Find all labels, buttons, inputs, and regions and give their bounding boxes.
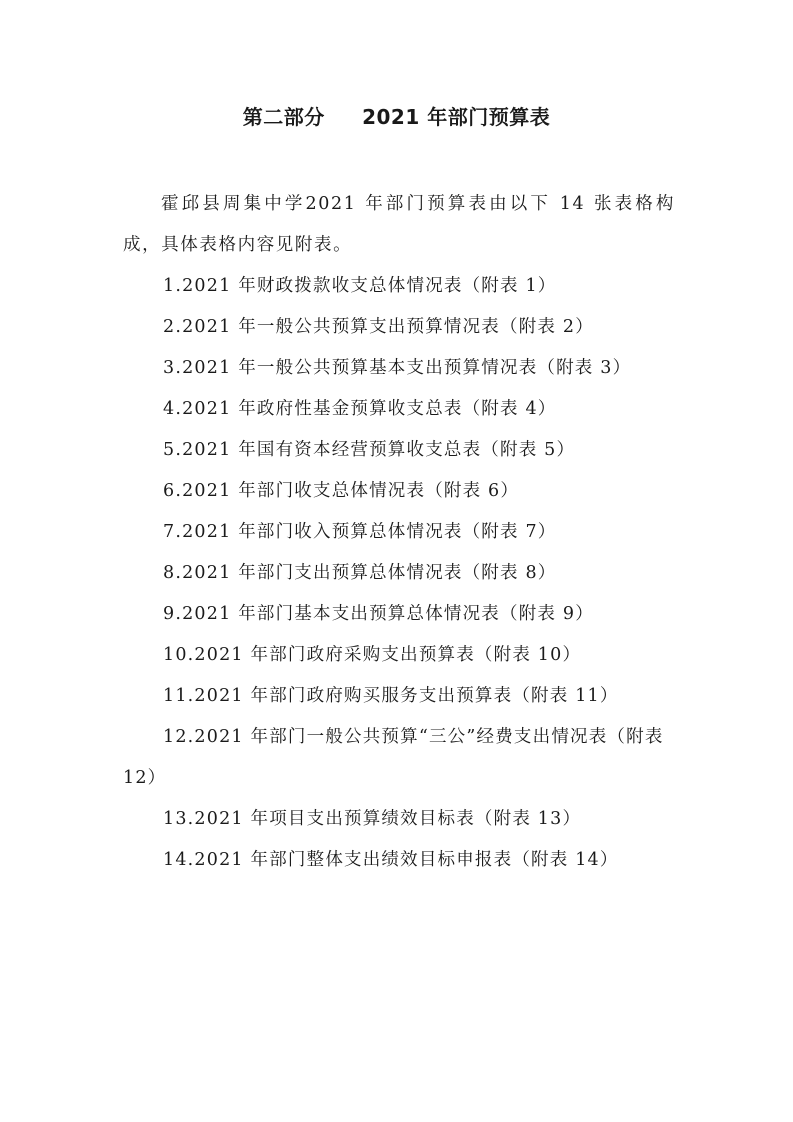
list-item: 3.2021 年一般公共预算基本支出预算情况表（附表 3） bbox=[163, 358, 632, 378]
intro-paragraph: 霍邱县周集中学2021 年部门预算表由以下 14 张表格构成，具体表格内容见附表。 bbox=[123, 194, 675, 255]
list-item: 8.2021 年部门支出预算总体情况表（附表 8） bbox=[163, 563, 557, 583]
list-item: 14.2021 年部门整体支出绩效目标申报表（附表 14） bbox=[163, 850, 619, 870]
list-item: 1.2021 年财政拨款收支总体情况表（附表 1） bbox=[163, 276, 557, 296]
list-item: 11.2021 年部门政府购买服务支出预算表（附表 11） bbox=[163, 686, 619, 706]
list-item: 2.2021 年一般公共预算支出预算情况表（附表 2） bbox=[163, 317, 594, 337]
list-item: 6.2021 年部门收支总体情况表（附表 6） bbox=[163, 481, 520, 501]
list-item: 4.2021 年政府性基金预算收支总表（附表 4） bbox=[163, 399, 557, 419]
list-item: 13.2021 年项目支出预算绩效目标表（附表 13） bbox=[163, 809, 582, 829]
list-item: 5.2021 年国有资本经营预算收支总表（附表 5） bbox=[163, 440, 576, 460]
page-title: 第二部分 2021 年部门预算表 bbox=[242, 105, 551, 129]
list-item: 7.2021 年部门收入预算总体情况表（附表 7） bbox=[163, 522, 557, 542]
table-list bbox=[123, 266, 679, 881]
list-item: 9.2021 年部门基本支出预算总体情况表（附表 9） bbox=[163, 604, 594, 624]
list-item: 12.2021 年部门一般公共预算“三公”经费支出情况表（附表 12） bbox=[123, 727, 664, 788]
list-item: 10.2021 年部门政府采购支出预算表（附表 10） bbox=[163, 645, 582, 665]
